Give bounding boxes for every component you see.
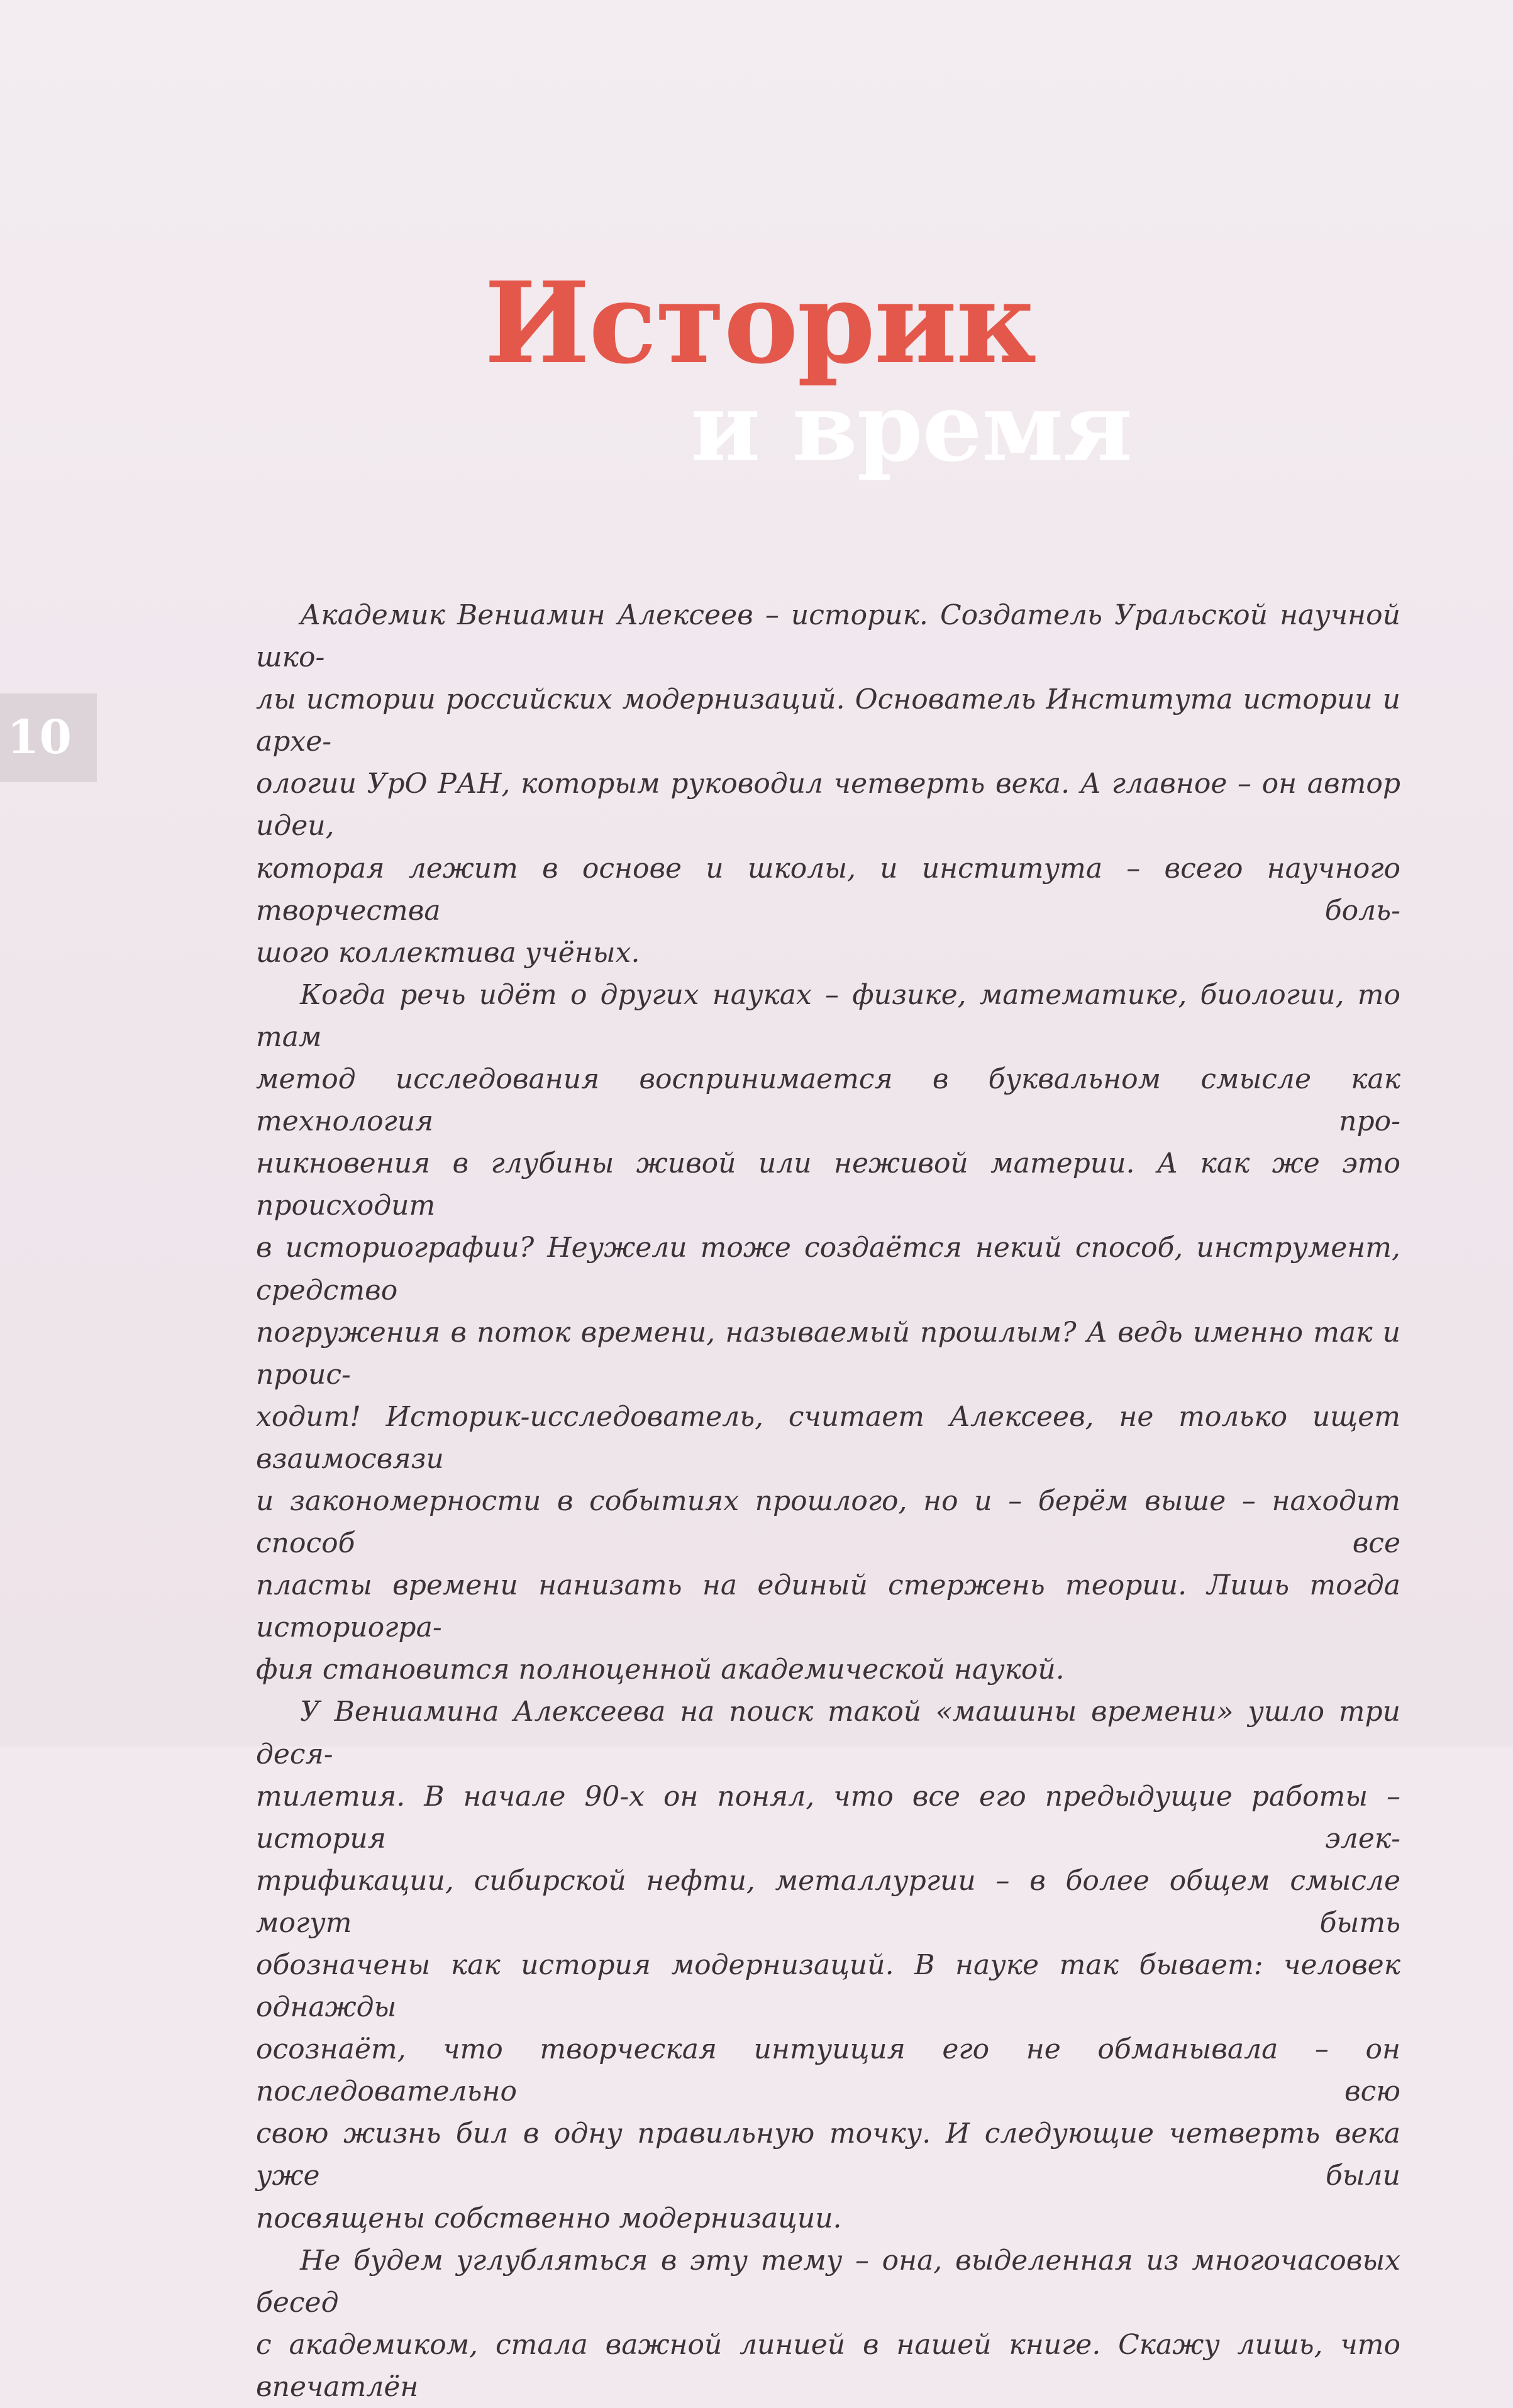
paragraph — [256, 974, 1400, 1691]
title-sub: и время — [690, 372, 1133, 483]
text-line: и закономерности в событиях прошлого, но и – берём выше – находит способ все — [256, 1484, 1400, 1560]
text-line: пласты времени нанизать на единый стержень теории. Лишь тогда историогра- — [256, 1569, 1400, 1644]
paragraph — [256, 1691, 1400, 2239]
article-body — [256, 594, 1400, 2408]
text-line: ходит! Историк-исследователь, считает Алексеев, не только ищет взаимосвязи — [256, 1400, 1400, 1475]
text-line: У Вениамина Алексеева на поиск такой «машины времени» ушло три деся- — [256, 1696, 1400, 1770]
paragraph — [256, 2240, 1400, 2408]
text-line: Когда речь идёт о других науках – физике, математике, биологии, то там — [256, 978, 1400, 1053]
text-line: метод исследования воспринимается в буквальном смысле как технология про- — [256, 1063, 1400, 1138]
text-line: лы истории российских модернизаций. Основатель Института истории и архе- — [256, 683, 1400, 758]
text-line: в историографии? Неужели тоже создаётся некий способ, инструмент, средство — [256, 1232, 1400, 1306]
text-line: которая лежит в основе и школы, и института – всего научного творчества боль- — [256, 852, 1400, 927]
text-line: с академиком, стала важной линией в нашей книге. Скажу лишь, что впечатлён — [256, 2328, 1400, 2403]
text-line: обозначены как история модернизаций. В науке так бывает: человек однажды — [256, 1949, 1400, 2024]
text-line: фия становится полноценной академической наукой. — [256, 1654, 1065, 1686]
text-line: посвящены собственно модернизации. — [256, 2202, 842, 2234]
text-line: свою жизнь бил в одну правильную точку. И следующие четверть века уже были — [256, 2118, 1400, 2192]
text-line: трификации, сибирской нефти, металлургии – в более общем смысле могут быть — [256, 1864, 1400, 1939]
text-line: Не будем углубляться в эту тему – она, выделенная из многочасовых бесед — [256, 2244, 1400, 2319]
text-line: никновения в глубины живой или неживой материи. А как же это происходит — [256, 1147, 1400, 1222]
page-number: 10 — [7, 710, 72, 765]
text-line: шого коллектива учёных. — [256, 936, 640, 969]
text-line: осознаёт, что творческая интуиция его не обманывала – он последовательно всю — [256, 2033, 1400, 2108]
paragraph — [256, 594, 1400, 974]
text-line: погружения в поток времени, называемый прошлым? А ведь именно так и проис- — [256, 1316, 1400, 1391]
text-line: тилетия. В начале 90-х он понял, что все его предыдущие работы – история элек- — [256, 1780, 1400, 1855]
text-line: Академик Вениамин Алексеев – историк. Создатель Уральской научной шко- — [256, 599, 1400, 674]
text-line: ологии УрО РАН, которым руководил четверть века. А главное – он автор идеи, — [256, 768, 1400, 842]
title-main: Историк — [484, 257, 1036, 389]
